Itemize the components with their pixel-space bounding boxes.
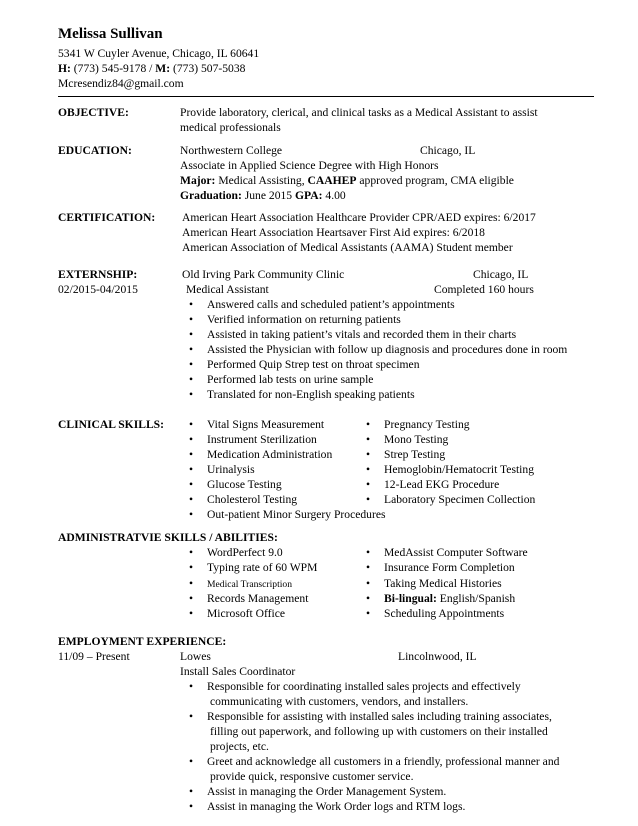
address: 5341 W Cuyler Avenue, Chicago, IL 60641 bbox=[58, 47, 260, 60]
bullet-icon: • bbox=[189, 388, 194, 401]
objective-line-2: medical professionals bbox=[180, 121, 281, 134]
bullet-icon: • bbox=[366, 463, 371, 476]
home-phone: (773) 545-9178 bbox=[73, 62, 147, 75]
list-item: • Instrument Sterilization bbox=[189, 433, 317, 446]
objective-heading: OBJECTIVE: bbox=[58, 106, 129, 119]
externship-heading: EXTERNSHIP: bbox=[58, 268, 138, 281]
bullet-icon: • bbox=[366, 607, 371, 620]
bullet-icon: • bbox=[189, 607, 194, 620]
bullet-icon: • bbox=[366, 418, 371, 431]
bullet-icon: • bbox=[189, 592, 194, 605]
bullet-icon: • bbox=[366, 448, 371, 461]
list-item: • Responsible for coordinating installed sales projects and effectively bbox=[189, 680, 521, 693]
list-item: • Cholesterol Testing bbox=[189, 493, 298, 506]
bullet-icon: • bbox=[189, 343, 194, 356]
list-item: • Answered calls and scheduled patient’s appointments bbox=[189, 298, 455, 311]
bullet-icon: • bbox=[189, 358, 194, 371]
bullet-icon: • bbox=[189, 800, 194, 813]
list-item: • Laboratory Specimen Collection bbox=[366, 493, 536, 506]
major-value: Medical Assisting, bbox=[218, 174, 305, 187]
candidate-name: Melissa Sullivan bbox=[58, 26, 163, 42]
bullet-icon: • bbox=[189, 328, 194, 341]
bullet-icon: • bbox=[189, 508, 194, 521]
mobile-phone-label: M: bbox=[155, 62, 171, 75]
certification-item: American Heart Association Healthcare Provider CPR/AED expires: 6/2017 bbox=[182, 211, 536, 224]
list-item: • Translated for non-English speaking patients bbox=[189, 388, 415, 401]
bullet-icon: • bbox=[189, 313, 194, 326]
list-item: • Hemoglobin/Hematocrit Testing bbox=[366, 463, 534, 476]
phone-line: H: (773) 545-9178 / M: (773) 507-5038 bbox=[58, 62, 246, 75]
bullet-icon: • bbox=[189, 493, 194, 506]
bullet-icon: • bbox=[189, 463, 194, 476]
employment-dates: 11/09 – Present bbox=[58, 650, 130, 663]
list-item: • Taking Medical Histories bbox=[366, 577, 502, 590]
gpa-value: 4.00 bbox=[325, 189, 346, 202]
list-item: • 12-Lead EKG Procedure bbox=[366, 478, 500, 491]
employment-title: Install Sales Coordinator bbox=[180, 665, 296, 678]
bullet-icon: • bbox=[366, 493, 371, 506]
list-item: • Bi-lingual: English/Spanish bbox=[366, 592, 516, 605]
certification-item: American Association of Medical Assistants (AAMA) Student member bbox=[182, 241, 513, 254]
list-item: • Verified information on returning patients bbox=[189, 313, 401, 326]
education-degree: Associate in Applied Science Degree with High Honors bbox=[180, 159, 439, 172]
list-item: • WordPerfect 9.0 bbox=[189, 546, 283, 559]
education-graduation bbox=[180, 189, 346, 203]
list-item: • Performed Quip Strep test on throat specimen bbox=[189, 358, 420, 371]
list-item: • Records Management bbox=[189, 592, 309, 605]
bullet-icon: • bbox=[189, 680, 194, 693]
education-heading: EDUCATION: bbox=[58, 144, 132, 157]
major-label: Major: bbox=[180, 174, 216, 187]
bullet-icon: • bbox=[189, 577, 194, 590]
admin-skills-heading: ADMINISTRATVIE SKILLS / ABILITIES: bbox=[58, 531, 278, 544]
bullet-icon: • bbox=[366, 592, 371, 605]
list-item: • Greet and acknowledge all customers in a friendly, professional manner and bbox=[189, 755, 560, 768]
list-item: • Scheduling Appointments bbox=[366, 607, 505, 620]
list-item-continuation: communicating with customers, vendors, and installers. bbox=[210, 695, 469, 708]
bullet-icon: • bbox=[189, 710, 194, 723]
bullet-icon: • bbox=[189, 433, 194, 446]
list-item: • Typing rate of 60 WPM bbox=[189, 561, 318, 574]
list-item: • Strep Testing bbox=[366, 448, 446, 461]
list-item: • Assist in managing the Work Order logs and RTM logs. bbox=[189, 800, 466, 813]
bullet-icon: • bbox=[189, 373, 194, 386]
graduation-date: June 2015 bbox=[244, 189, 293, 202]
bullet-icon: • bbox=[189, 546, 194, 559]
bullet-icon: • bbox=[366, 478, 371, 491]
bullet-icon: • bbox=[189, 448, 194, 461]
list-item: • MedAssist Computer Software bbox=[366, 546, 528, 559]
list-item: • Medication Administration bbox=[189, 448, 333, 461]
email: Mcresendiz84@gmail.com bbox=[58, 77, 184, 90]
bullet-icon: • bbox=[189, 785, 194, 798]
certification-heading: CERTIFICATION: bbox=[58, 211, 156, 224]
list-item-continuation: filling out paperwork, and following up with customers on their installed bbox=[210, 725, 548, 738]
externship-role: Medical Assistant bbox=[186, 283, 269, 296]
employment-company: Lowes bbox=[180, 650, 211, 663]
bullet-icon: • bbox=[366, 561, 371, 574]
list-item: • Assisted in taking patient’s vitals and recorded them in their charts bbox=[189, 328, 517, 341]
externship-place: Old Irving Park Community Clinic bbox=[182, 268, 345, 281]
header-divider bbox=[58, 96, 594, 97]
list-item: • Out-patient Minor Surgery Procedures bbox=[189, 508, 386, 521]
list-item: • Mono Testing bbox=[366, 433, 449, 446]
bullet-icon: • bbox=[366, 433, 371, 446]
list-item-continuation: projects, etc. bbox=[210, 740, 269, 753]
externship-hours: Completed 160 hours bbox=[434, 283, 534, 296]
education-school: Northwestern College bbox=[180, 144, 283, 157]
list-item: • Performed lab tests on urine sample bbox=[189, 373, 374, 386]
list-item: • Microsoft Office bbox=[189, 607, 286, 620]
graduation-label: Graduation: bbox=[180, 189, 242, 202]
list-item: • Assist in managing the Order Management System. bbox=[189, 785, 447, 798]
bullet-icon: • bbox=[189, 478, 194, 491]
mobile-phone: (773) 507-5038 bbox=[173, 62, 246, 75]
employment-heading: EMPLOYMENT EXPERIENCE: bbox=[58, 635, 227, 648]
employment-location: Lincolnwood, IL bbox=[398, 650, 477, 663]
education-location: Chicago, IL bbox=[420, 144, 476, 157]
list-item: • Medical Transcription bbox=[189, 577, 293, 590]
caahep-label: CAAHEP bbox=[307, 174, 357, 187]
clinical-skills-heading: CLINICAL SKILLS: bbox=[58, 418, 164, 431]
externship-dates: 02/2015-04/2015 bbox=[58, 283, 138, 296]
education-major bbox=[180, 174, 514, 188]
major-rest: approved program, CMA eligible bbox=[359, 174, 514, 187]
list-item: • Vital Signs Measurement bbox=[189, 418, 325, 431]
objective-line-1: Provide laboratory, clerical, and clinical tasks as a Medical Assistant to assist bbox=[180, 106, 538, 119]
bullet-icon: • bbox=[189, 298, 194, 311]
home-phone-label: H: bbox=[58, 62, 71, 75]
bullet-icon: • bbox=[366, 577, 371, 590]
bullet-icon: • bbox=[366, 546, 371, 559]
list-item: • Assisted the Physician with follow up diagnosis and procedures done in room bbox=[189, 343, 568, 356]
gpa-label: GPA: bbox=[295, 189, 323, 202]
bilingual-label: Bi-lingual: bbox=[384, 592, 437, 605]
bullet-icon: • bbox=[189, 755, 194, 768]
list-item-continuation: provide quick, responsive customer service. bbox=[210, 770, 414, 783]
bullet-icon: • bbox=[189, 561, 194, 574]
bullet-icon: • bbox=[189, 418, 194, 431]
list-item: • Insurance Form Completion bbox=[366, 561, 515, 574]
list-item: • Pregnancy Testing bbox=[366, 418, 470, 431]
externship-location: Chicago, IL bbox=[473, 268, 529, 281]
certification-item: American Heart Association Heartsaver First Aid expires: 6/2018 bbox=[182, 226, 485, 239]
list-item: • Urinalysis bbox=[189, 463, 255, 476]
list-item: • Glucose Testing bbox=[189, 478, 282, 491]
list-item: • Responsible for assisting with installed sales including training associates, bbox=[189, 710, 552, 723]
